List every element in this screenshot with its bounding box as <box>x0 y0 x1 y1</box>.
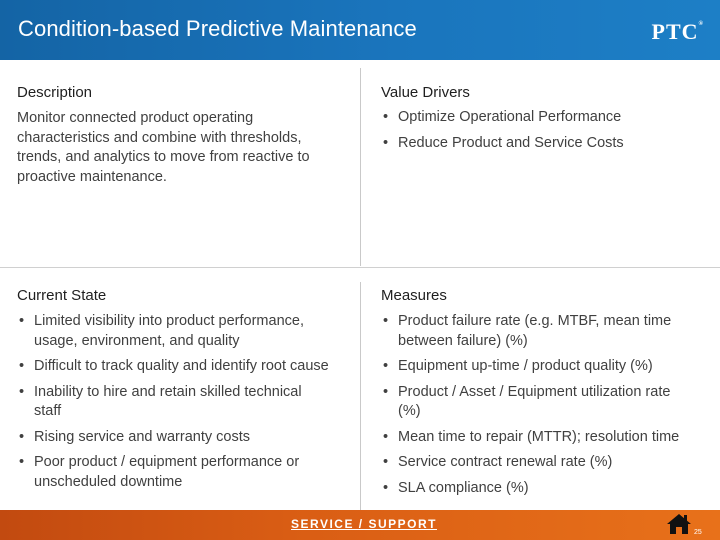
home-icon[interactable] <box>666 512 692 536</box>
logo-text: PTC <box>651 19 699 44</box>
footer-section-label: SERVICE / SUPPORT <box>291 517 437 531</box>
list-item: • Product failure rate (e.g. MTBF, mean time between failure) (%) <box>381 312 691 351</box>
logo-registered-mark: ® <box>698 21 704 27</box>
current-state-heading: Current State <box>17 287 107 304</box>
list-item: • Mean time to repair (MTTR); resolution time <box>381 428 691 448</box>
list-item: • Difficult to track quality and identify root cause <box>17 357 332 377</box>
list-item: • Limited visibility into product performance, usage, environment, and quality <box>17 312 332 351</box>
slide-title: Condition-based Predictive Maintenance <box>18 16 417 41</box>
list-item: • Reduce Product and Service Costs <box>381 134 701 154</box>
column-divider-bottom <box>360 282 361 510</box>
list-item: • Inability to hire and retain skilled technical staff <box>17 383 332 422</box>
value-drivers-heading: Value Drivers <box>381 84 470 101</box>
measures-list <box>381 312 691 498</box>
page-number: 25 <box>694 529 702 536</box>
row-divider <box>0 267 720 268</box>
list-item: • Optimize Operational Performance <box>381 108 701 128</box>
list-item: • Rising service and warranty costs <box>17 428 332 448</box>
ptc-logo <box>652 19 704 45</box>
description-text: Monitor connected product operating characteristics and combine with thresholds, trends, and analytics to move from reactive to proactive maintenance. <box>17 110 310 185</box>
value-drivers-list <box>381 108 701 153</box>
list-item: • Poor product / equipment performance or unscheduled downtime <box>17 453 332 492</box>
description-heading: Description <box>17 84 93 101</box>
measures-heading: Measures <box>381 287 447 304</box>
current-state-list <box>17 312 332 492</box>
list-item: • Service contract renewal rate (%) <box>381 453 691 473</box>
list-item: • SLA compliance (%) <box>381 479 691 499</box>
column-divider-top <box>360 68 361 266</box>
list-item: • Product / Asset / Equipment utilization rate (%) <box>381 383 691 422</box>
list-item: • Equipment up-time / product quality (%) <box>381 357 691 377</box>
title-bar <box>0 0 720 60</box>
